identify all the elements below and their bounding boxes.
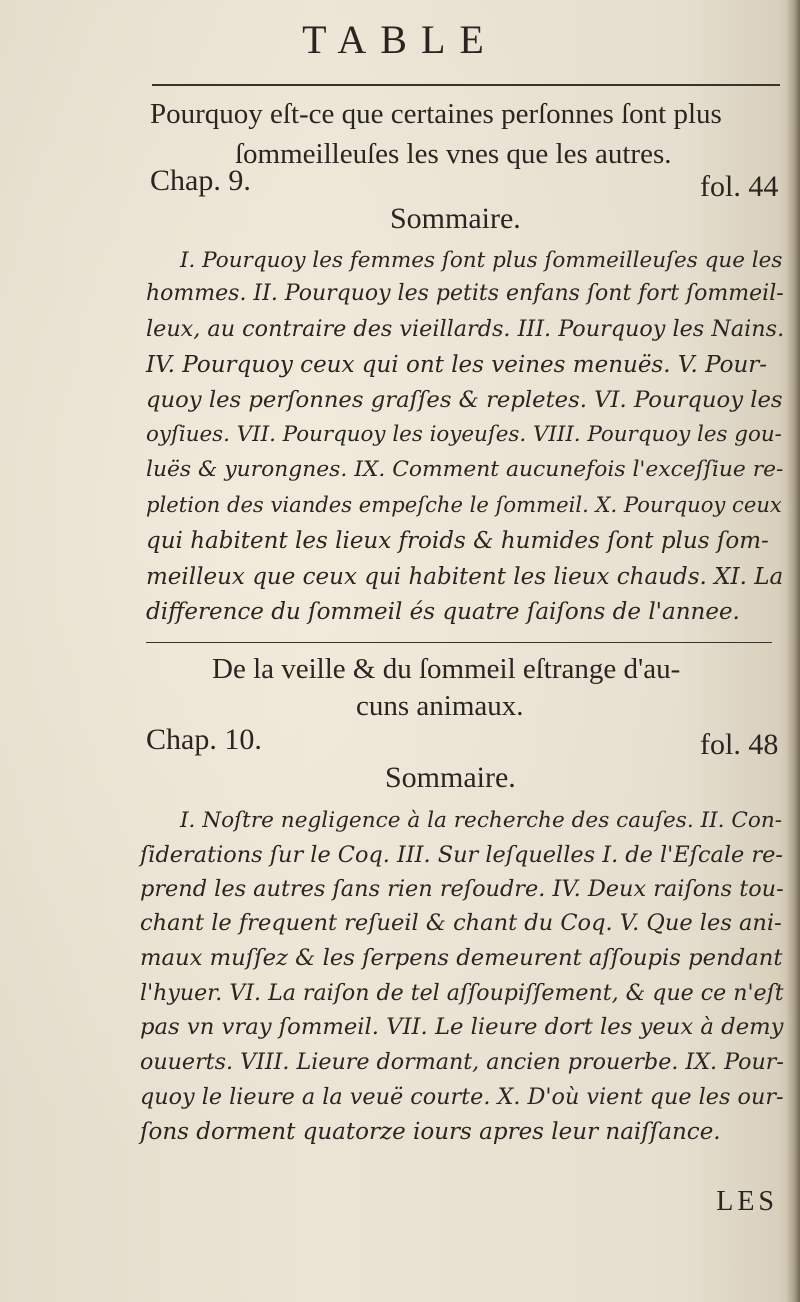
section1-summary-line: hommes. II. Pourquoy les petits enfans ſont fort ſommeil- bbox=[146, 281, 784, 306]
catchword: LES bbox=[716, 1186, 778, 1217]
section1-summary-line: pletion des viandes empeſche le ſommeil. X. Pourquoy ceux bbox=[146, 492, 782, 517]
section1-summary-line: difference du ſommeil és quatre ſaiſons de l'annee. bbox=[146, 599, 740, 625]
section1-heading-line-1: Pourquoy eſt-ce que certaines perſonnes ſont plus bbox=[150, 98, 722, 130]
section2-heading-line-1: De la veille & du ſommeil eſtrange d'au- bbox=[212, 653, 681, 685]
section2-folio: fol. 48 bbox=[700, 728, 779, 761]
section1-summary-line: IV. Pourquoy ceux qui ont les veines menuës. V. Pour- bbox=[146, 352, 768, 378]
section2-summary-line: l'hyuer. VI. La raiſon de tel aſſoupiſſement, & que ce n'eſt bbox=[140, 980, 784, 1006]
section1-heading-line-2: ſommeilleuſes les vnes que les autres. bbox=[235, 138, 672, 170]
section2-summary-line: prend les autres ſans rien reſoudre. IV. Deux raiſons tou- bbox=[140, 876, 784, 902]
section1-summary-line: leux, au contraire des vieillards. III. Pourquoy les Nains. bbox=[146, 316, 785, 342]
page-gutter-shadow bbox=[786, 0, 800, 1302]
section2-summary-line: pas vn vray ſommeil. VII. Le lieure dort les yeux à demy bbox=[140, 1014, 784, 1040]
section1-summary-line: I. Pourquoy les femmes ſont plus ſommeilleuſes que les bbox=[180, 248, 783, 273]
section2-summary-line: ouuerts. VIII. Lieure dormant, ancien prouerbe. IX. Pour- bbox=[140, 1049, 784, 1075]
page-header: TABLE bbox=[302, 17, 498, 62]
section2-sommaire-heading: Sommaire. bbox=[385, 761, 516, 794]
section2-summary-line: maux muſſez & les ſerpens demeurent aſſoupis pendant bbox=[140, 945, 783, 971]
section2-summary-line: I. Noſtre negligence à la recherche des cauſes. II. Con- bbox=[180, 808, 783, 833]
section2-summary-line: ſons dorment quatorze iours apres leur naiſſance. bbox=[140, 1119, 721, 1145]
section2-summary-line: chant le frequent reſueil & chant du Coq. V. Que les ani- bbox=[140, 910, 782, 936]
section1-summary-line: oyſiues. VII. Pourquoy les ioyeuſes. VIII. Pourquoy les gou- bbox=[146, 422, 782, 447]
section2-summary-line: quoy le lieure a la veuë courte. X. D'où vient que les our- bbox=[140, 1084, 784, 1110]
section1-summary-line: meilleux que ceux qui habitent les lieux chauds. XI. La bbox=[146, 564, 784, 590]
section1-summary-line: luës & yurongnes. IX. Comment aucunefois l'exceſſiue re- bbox=[146, 457, 784, 482]
section1-chapter-label: Chap. 9. bbox=[150, 164, 251, 197]
section1-summary-line: qui habitent les lieux froids & humides ſont plus ſom- bbox=[146, 528, 769, 554]
section2-heading-line-2: cuns animaux. bbox=[356, 690, 524, 722]
section2-chapter-label: Chap. 10. bbox=[146, 723, 262, 756]
section1-folio: fol. 44 bbox=[700, 170, 779, 203]
section1-sommaire-heading: Sommaire. bbox=[390, 202, 521, 235]
section2-summary-line: ſiderations ſur le Coq. III. Sur leſquelles I. de l'Eſcale re- bbox=[140, 842, 783, 868]
header-rule bbox=[152, 84, 780, 86]
section-divider bbox=[146, 642, 772, 643]
section1-summary-line: quoy les perſonnes graſſes & repletes. VI. Pourquoy les bbox=[146, 387, 783, 413]
